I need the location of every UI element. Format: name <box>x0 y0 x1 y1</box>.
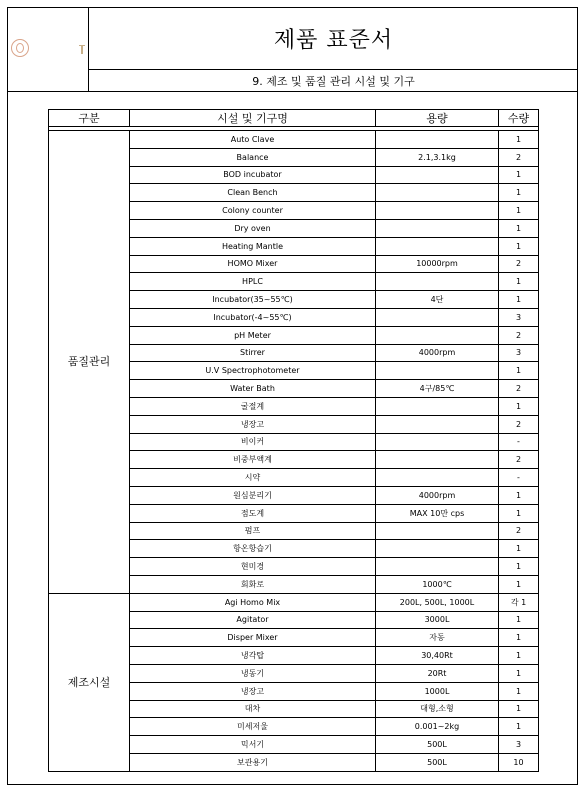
quantity-cell: 1 <box>499 273 539 291</box>
capacity-cell: 1000℃ <box>376 575 499 593</box>
capacity-cell <box>376 166 499 184</box>
capacity-cell: 자동 <box>376 629 499 647</box>
logo-emblem-icon <box>11 39 29 57</box>
capacity-cell <box>376 202 499 220</box>
header-equipment-name: 시설 및 기구명 <box>130 110 376 127</box>
capacity-cell <box>376 273 499 291</box>
equipment-table <box>48 109 539 772</box>
equipment-name-cell: 미세저울 <box>130 718 376 736</box>
quantity-cell: 1 <box>499 629 539 647</box>
capacity-cell: 0.001~2kg <box>376 718 499 736</box>
equipment-name-cell: 펌프 <box>130 522 376 540</box>
equipment-name-cell: 냉동기 <box>130 664 376 682</box>
capacity-cell: MAX 10만 cps <box>376 504 499 522</box>
capacity-cell <box>376 308 499 326</box>
equipment-name-cell: Dry oven <box>130 219 376 237</box>
logo-mark-icon <box>81 45 83 54</box>
equipment-name-cell: Colony counter <box>130 202 376 220</box>
category-cell: 품질관리 <box>49 131 130 594</box>
quantity-cell: 1 <box>499 486 539 504</box>
capacity-cell <box>376 522 499 540</box>
quantity-cell: 1 <box>499 362 539 380</box>
equipment-name-cell: 비중부액계 <box>130 451 376 469</box>
equipment-name-cell: Agi Homo Mix <box>130 593 376 611</box>
equipment-name-cell: Heating Mantle <box>130 237 376 255</box>
quantity-cell: 3 <box>499 736 539 754</box>
quantity-cell: - <box>499 433 539 451</box>
quantity-cell: 1 <box>499 558 539 576</box>
capacity-cell <box>376 131 499 149</box>
quantity-cell: 1 <box>499 202 539 220</box>
quantity-cell: - <box>499 469 539 487</box>
equipment-name-cell: 냉장고 <box>130 415 376 433</box>
header-quantity: 수량 <box>499 110 539 127</box>
quantity-cell: 1 <box>499 219 539 237</box>
equipment-name-cell: 굴절계 <box>130 397 376 415</box>
equipment-name-cell: 대차 <box>130 700 376 718</box>
quantity-cell: 1 <box>499 575 539 593</box>
quantity-cell: 2 <box>499 148 539 166</box>
equipment-name-cell: 보관용기 <box>130 753 376 771</box>
equipment-name-cell: 냉각탑 <box>130 647 376 665</box>
equipment-name-cell: 시약 <box>130 469 376 487</box>
quantity-cell: 1 <box>499 397 539 415</box>
capacity-cell <box>376 469 499 487</box>
quantity-cell: 10 <box>499 753 539 771</box>
equipment-name-cell: Clean Bench <box>130 184 376 202</box>
table-row <box>49 593 539 611</box>
equipment-name-cell: Disper Mixer <box>130 629 376 647</box>
equipment-name-cell: 원심분리기 <box>130 486 376 504</box>
equipment-name-cell: U.V Spectrophotometer <box>130 362 376 380</box>
equipment-name-cell: 믹서기 <box>130 736 376 754</box>
equipment-name-cell: Balance <box>130 148 376 166</box>
equipment-name-cell: Auto Clave <box>130 131 376 149</box>
equipment-name-cell: Stirrer <box>130 344 376 362</box>
capacity-cell: 1000L <box>376 682 499 700</box>
section-title: 9. 제조 및 품질 관리 시설 및 기구 <box>252 74 415 88</box>
quantity-cell: 1 <box>499 664 539 682</box>
quantity-cell: 1 <box>499 611 539 629</box>
equipment-name-cell: 항온항습기 <box>130 540 376 558</box>
quantity-cell: 2 <box>499 326 539 344</box>
capacity-cell <box>376 540 499 558</box>
capacity-cell: 대형,소형 <box>376 700 499 718</box>
equipment-name-cell: Agitator <box>130 611 376 629</box>
capacity-cell <box>376 451 499 469</box>
quantity-cell: 1 <box>499 718 539 736</box>
capacity-cell <box>376 397 499 415</box>
quantity-cell: 3 <box>499 344 539 362</box>
capacity-cell <box>376 415 499 433</box>
quantity-cell: 2 <box>499 451 539 469</box>
quantity-cell: 2 <box>499 522 539 540</box>
capacity-cell: 4구/85℃ <box>376 380 499 398</box>
header-category: 구분 <box>49 110 130 127</box>
capacity-cell <box>376 558 499 576</box>
capacity-cell: 200L, 500L, 1000L <box>376 593 499 611</box>
equipment-name-cell: pH Meter <box>130 326 376 344</box>
equipment-name-cell: Incubator(35~55℃) <box>130 291 376 309</box>
capacity-cell <box>376 362 499 380</box>
capacity-cell: 4단 <box>376 291 499 309</box>
table-body <box>49 131 539 772</box>
equipment-name-cell: HPLC <box>130 273 376 291</box>
quantity-cell: 1 <box>499 540 539 558</box>
capacity-cell <box>376 433 499 451</box>
equipment-name-cell: 현미경 <box>130 558 376 576</box>
quantity-cell: 2 <box>499 255 539 273</box>
table-header-row <box>49 110 539 127</box>
quantity-cell: 1 <box>499 504 539 522</box>
quantity-cell: 2 <box>499 415 539 433</box>
quantity-cell: 1 <box>499 166 539 184</box>
equipment-name-cell: Water Bath <box>130 380 376 398</box>
table-row <box>49 131 539 149</box>
capacity-cell: 500L <box>376 753 499 771</box>
capacity-cell: 3000L <box>376 611 499 629</box>
capacity-cell: 20Rt <box>376 664 499 682</box>
capacity-cell: 10000rpm <box>376 255 499 273</box>
equipment-name-cell: 비이커 <box>130 433 376 451</box>
capacity-cell <box>376 219 499 237</box>
equipment-name-cell: BOD incubator <box>130 166 376 184</box>
quantity-cell: 1 <box>499 237 539 255</box>
capacity-cell <box>376 326 499 344</box>
capacity-cell <box>376 184 499 202</box>
document-header <box>7 7 578 92</box>
capacity-cell: 4000rpm <box>376 486 499 504</box>
quantity-cell: 각 1 <box>499 593 539 611</box>
capacity-cell: 30,40Rt <box>376 647 499 665</box>
category-cell: 제조시설 <box>49 593 130 771</box>
company-logo <box>7 7 89 91</box>
equipment-name-cell: 점도계 <box>130 504 376 522</box>
equipment-name-cell: HOMO Mixer <box>130 255 376 273</box>
capacity-cell: 4000rpm <box>376 344 499 362</box>
quantity-cell: 1 <box>499 647 539 665</box>
quantity-cell: 1 <box>499 184 539 202</box>
quantity-cell: 1 <box>499 682 539 700</box>
header-capacity: 용량 <box>376 110 499 127</box>
quantity-cell: 2 <box>499 380 539 398</box>
capacity-cell: 2.1,3.1kg <box>376 148 499 166</box>
document-title: 제품 표준서 <box>89 7 578 70</box>
quantity-cell: 1 <box>499 291 539 309</box>
equipment-name-cell: 냉장고 <box>130 682 376 700</box>
quantity-cell: 3 <box>499 308 539 326</box>
quantity-cell: 1 <box>499 700 539 718</box>
equipment-name-cell: 회화로 <box>130 575 376 593</box>
capacity-cell: 500L <box>376 736 499 754</box>
quantity-cell: 1 <box>499 131 539 149</box>
capacity-cell <box>376 237 499 255</box>
equipment-name-cell: Incubator(-4~55℃) <box>130 308 376 326</box>
